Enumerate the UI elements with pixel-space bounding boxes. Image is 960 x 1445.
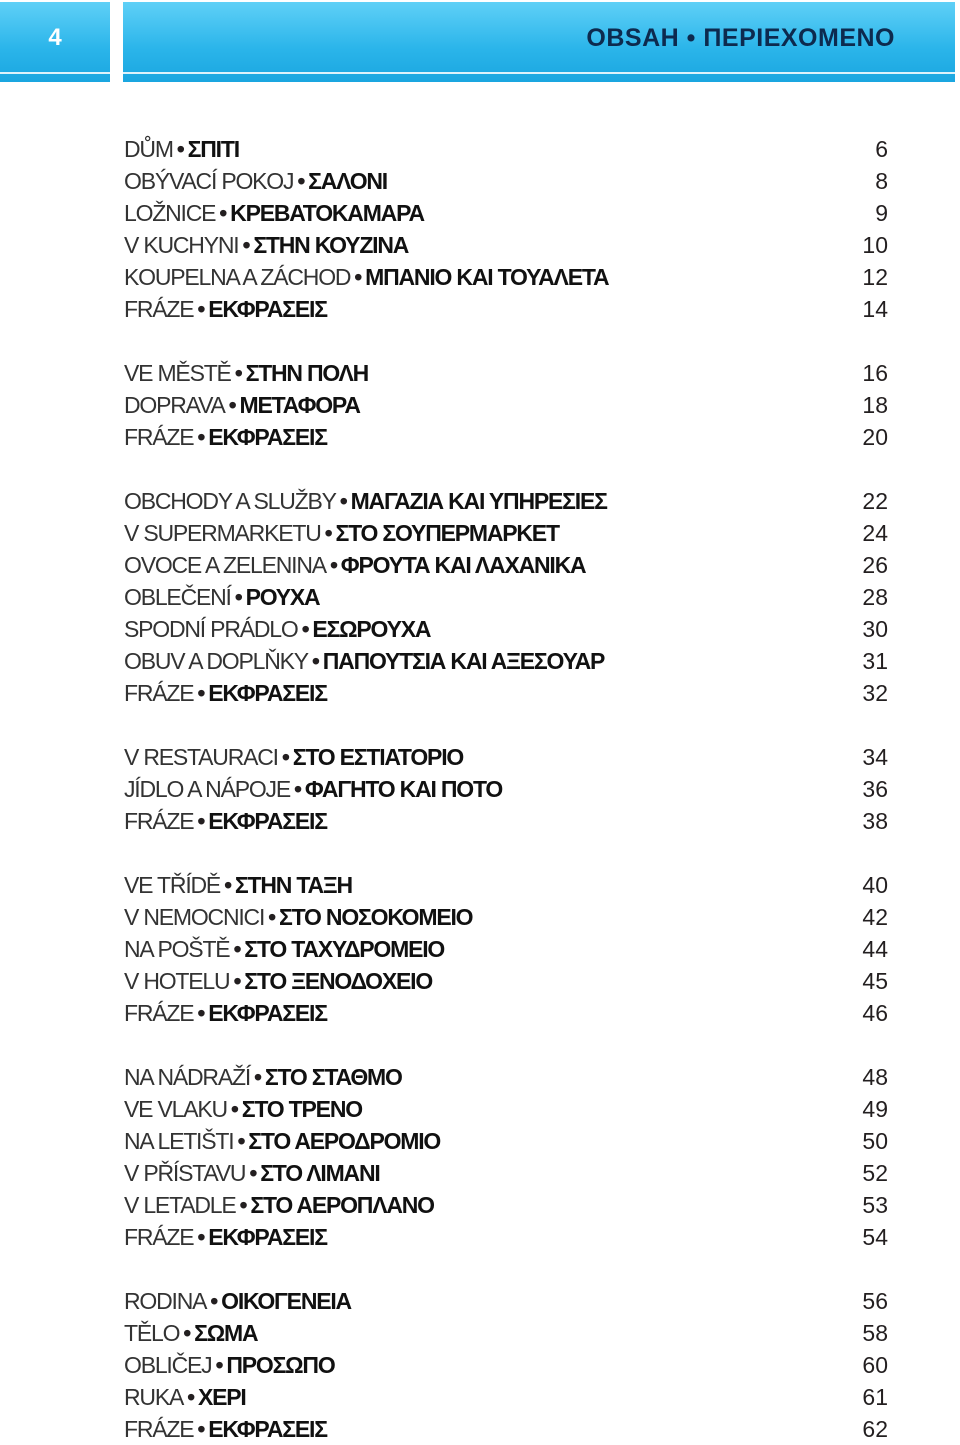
toc-entry bbox=[124, 933, 888, 965]
toc-separator: • bbox=[242, 232, 250, 258]
toc-entry-greek: ΜΕΤΑΦΟΡΑ bbox=[239, 392, 360, 418]
toc-entry bbox=[124, 293, 888, 325]
toc-entry-czech: JÍDLO A NÁPOJE bbox=[124, 776, 290, 802]
toc-entry-title bbox=[124, 869, 352, 901]
toc-entry-page: 49 bbox=[862, 1096, 888, 1122]
toc-entry-page: 20 bbox=[862, 424, 888, 450]
toc-separator: • bbox=[197, 296, 205, 322]
toc-entry bbox=[124, 997, 888, 1029]
toc-entry-page: 56 bbox=[862, 1288, 888, 1314]
toc-entry bbox=[124, 741, 888, 773]
toc-separator: • bbox=[224, 872, 231, 898]
toc-entry-page: 34 bbox=[862, 744, 888, 770]
toc-entry-greek: ΕΚΦΡΑΣΕΙΣ bbox=[208, 1224, 327, 1250]
toc-entry-page: 40 bbox=[862, 872, 888, 898]
toc-entry-page: 38 bbox=[862, 808, 888, 834]
toc-entry bbox=[124, 133, 888, 165]
toc-separator: • bbox=[324, 520, 332, 546]
toc-entry bbox=[124, 869, 888, 901]
toc-entry-czech: V KUCHYNI bbox=[124, 232, 239, 258]
toc-entry-czech: VE VLAKU bbox=[124, 1096, 227, 1122]
toc-entry-title bbox=[124, 229, 408, 261]
toc-entry-title bbox=[124, 997, 327, 1029]
toc-entry-page: 14 bbox=[862, 296, 888, 322]
toc-entry-greek: ΧΕΡΙ bbox=[197, 1384, 246, 1410]
toc-separator: • bbox=[234, 360, 242, 386]
toc-entry-greek: ΣΤΟ ΑΕΡΟΠΛΑΝΟ bbox=[250, 1192, 434, 1218]
toc-entry-greek: ΣΩΜΑ bbox=[194, 1320, 258, 1346]
toc-entry-page: 54 bbox=[862, 1224, 888, 1250]
toc-separator: • bbox=[230, 1096, 238, 1122]
toc-entry bbox=[124, 549, 888, 581]
toc-entry-greek: ΠΡΟΣΩΠΟ bbox=[226, 1352, 335, 1378]
toc-entry-czech: V LETADLE bbox=[124, 1192, 236, 1218]
toc-separator: • bbox=[197, 1416, 205, 1442]
header-bar bbox=[123, 2, 955, 82]
toc-entry-czech: VE TŘÍDĚ bbox=[124, 872, 221, 898]
toc-entry-czech: FRÁZE bbox=[124, 1224, 194, 1250]
toc-entry-czech: TĚLO bbox=[124, 1320, 180, 1346]
toc-entry-greek: ΕΚΦΡΑΣΕΙΣ bbox=[208, 1416, 327, 1442]
toc-entry-czech: V RESTAURACI bbox=[124, 744, 278, 770]
toc-entry-page: 60 bbox=[862, 1352, 888, 1378]
toc-entry-title bbox=[124, 805, 327, 837]
toc-entry bbox=[124, 645, 888, 677]
toc-entry-czech: RUKA bbox=[124, 1384, 184, 1410]
toc-separator: • bbox=[249, 1160, 257, 1186]
toc-entry-page: 16 bbox=[862, 360, 888, 386]
toc-entry-title bbox=[124, 773, 502, 805]
toc-entry-greek: ΣΤΟ ΝΟΣΟΚΟΜΕΙΟ bbox=[279, 904, 473, 930]
toc-entry bbox=[124, 1349, 888, 1381]
toc-entry-czech: OBCHODY A SLUŽBY bbox=[124, 488, 336, 514]
toc-entry bbox=[124, 357, 888, 389]
toc-entry-title bbox=[124, 1285, 351, 1317]
toc-entry-greek: ΣΑΛΟΝΙ bbox=[308, 168, 387, 194]
toc-entry-title bbox=[124, 261, 608, 293]
toc-entry bbox=[124, 421, 888, 453]
toc-separator: • bbox=[339, 488, 347, 514]
toc-entry-page: 48 bbox=[862, 1064, 888, 1090]
toc-entry-greek: ΚΡΕΒΑΤΟΚΑΜΑΡΑ bbox=[230, 200, 424, 226]
toc-entry bbox=[124, 1317, 888, 1349]
toc-entry bbox=[124, 229, 888, 261]
toc-entry-title bbox=[124, 645, 604, 677]
toc-entry-page: 52 bbox=[862, 1160, 888, 1186]
toc-entry-czech: NA LETIŠTI bbox=[124, 1128, 234, 1154]
toc-entry-czech: OVOCE A ZELENINA bbox=[124, 552, 326, 578]
toc-entry-czech: SPODNÍ PRÁDLO bbox=[124, 616, 298, 642]
page-title: OBSAH • ΠΕΡΙΕΧΟΜΕΝΟ bbox=[586, 24, 895, 52]
toc-entry-page: 26 bbox=[862, 552, 888, 578]
table-of-contents bbox=[124, 133, 888, 1445]
toc-entry-greek: ΠΑΠΟΥΤΣΙΑ ΚΑΙ ΑΞΕΣΟΥΑΡ bbox=[322, 648, 605, 674]
toc-separator: • bbox=[233, 968, 241, 994]
toc-separator: • bbox=[239, 1192, 247, 1218]
toc-separator: • bbox=[329, 552, 337, 578]
toc-entry-greek: ΕΣΩΡΟΥΧΑ bbox=[312, 616, 431, 642]
toc-entry-page: 8 bbox=[875, 168, 888, 194]
toc-entry-czech: V HOTELU bbox=[124, 968, 230, 994]
page-number-tab bbox=[0, 2, 110, 82]
toc-entry-czech: OBÝVACÍ POKOJ bbox=[124, 168, 294, 194]
toc-separator: • bbox=[311, 648, 319, 674]
toc-entry-title bbox=[124, 1125, 440, 1157]
toc-entry-title bbox=[124, 293, 327, 325]
toc-entry-title bbox=[124, 549, 585, 581]
toc-entry-czech: V PŘÍSTAVU bbox=[124, 1160, 246, 1186]
toc-entry bbox=[124, 389, 888, 421]
toc-entry-greek: ΦΑΓΗΤΟ ΚΑΙ ΠΟΤΟ bbox=[304, 776, 503, 802]
toc-separator: • bbox=[210, 1288, 218, 1314]
toc-entry-greek: ΕΚΦΡΑΣΕΙΣ bbox=[208, 680, 327, 706]
toc-entry-greek: ΜΠΑΝΙΟ ΚΑΙ ΤΟΥΑΛΕΤΑ bbox=[365, 264, 609, 290]
toc-separator: • bbox=[268, 904, 276, 930]
toc-entry-greek: ΟΙΚΟΓΕΝΕΙΑ bbox=[221, 1288, 351, 1314]
toc-entry-title bbox=[124, 165, 387, 197]
toc-entry-page: 18 bbox=[862, 392, 888, 418]
toc-entry-title bbox=[124, 421, 327, 453]
toc-entry-title bbox=[124, 1349, 335, 1381]
toc-entry-title bbox=[124, 741, 463, 773]
toc-separator: • bbox=[183, 1320, 191, 1346]
toc-entry-greek: ΕΚΦΡΑΣΕΙΣ bbox=[208, 424, 327, 450]
toc-entry bbox=[124, 261, 888, 293]
page-number: 4 bbox=[48, 24, 62, 51]
toc-separator: • bbox=[301, 616, 309, 642]
toc-entry-page: 22 bbox=[862, 488, 888, 514]
toc-separator: • bbox=[197, 424, 205, 450]
toc-separator: • bbox=[281, 744, 289, 770]
toc-entry-title bbox=[124, 485, 607, 517]
toc-entry bbox=[124, 1285, 888, 1317]
toc-separator: • bbox=[228, 392, 236, 418]
toc-separator: • bbox=[354, 264, 362, 290]
toc-entry-czech: FRÁZE bbox=[124, 424, 194, 450]
toc-entry-greek: ΦΡΟΥΤΑ ΚΑΙ ΛΑΧΑΝΙΚΑ bbox=[340, 552, 586, 578]
toc-entry bbox=[124, 1093, 888, 1125]
toc-separator: • bbox=[197, 680, 205, 706]
toc-entry-czech: FRÁZE bbox=[124, 1000, 194, 1026]
toc-entry-greek: ΣΤΟ ΕΣΤΙΑΤΟΡΙΟ bbox=[292, 744, 464, 770]
toc-entry bbox=[124, 805, 888, 837]
toc-entry-title bbox=[124, 1413, 327, 1445]
toc-entry-czech: RODINA bbox=[124, 1288, 207, 1314]
toc-entry-greek: ΕΚΦΡΑΣΕΙΣ bbox=[208, 296, 327, 322]
toc-entry-title bbox=[124, 677, 327, 709]
toc-entry-greek: ΣΤΗΝ ΠΟΛΗ bbox=[245, 360, 369, 386]
toc-entry-page: 53 bbox=[862, 1192, 888, 1218]
toc-entry-page: 42 bbox=[862, 904, 888, 930]
toc-entry bbox=[124, 613, 888, 645]
toc-entry bbox=[124, 1221, 888, 1253]
toc-entry bbox=[124, 1061, 888, 1093]
toc-entry-page: 58 bbox=[862, 1320, 888, 1346]
toc-entry-czech: DŮM bbox=[124, 136, 173, 162]
toc-entry-page: 31 bbox=[862, 648, 888, 674]
toc-entry-title bbox=[124, 517, 559, 549]
toc-entry-czech: KOUPELNA A ZÁCHOD bbox=[124, 264, 351, 290]
toc-entry-title bbox=[124, 965, 432, 997]
toc-entry-greek: ΜΑΓΑΖΙΑ ΚΑΙ ΥΠΗΡΕΣΙΕΣ bbox=[350, 488, 607, 514]
toc-separator: • bbox=[234, 584, 242, 610]
toc-entry-page: 50 bbox=[862, 1128, 888, 1154]
toc-entry-greek: ΣΤΗΝ ΤΑΞΗ bbox=[234, 872, 352, 898]
toc-entry-czech: FRÁZE bbox=[124, 296, 194, 322]
toc-separator: • bbox=[197, 808, 205, 834]
toc-entry-greek: ΣΤΟ ΛΙΜΑΝΙ bbox=[260, 1160, 380, 1186]
toc-entry-title bbox=[124, 1317, 257, 1349]
toc-entry-czech: VE MĚSTĚ bbox=[124, 360, 231, 386]
toc-separator: • bbox=[187, 1384, 194, 1410]
toc-entry-czech: FRÁZE bbox=[124, 680, 194, 706]
toc-separator: • bbox=[254, 1064, 261, 1090]
toc-entry-title bbox=[124, 1221, 327, 1253]
toc-entry bbox=[124, 517, 888, 549]
toc-entry-page: 32 bbox=[862, 680, 888, 706]
toc-entry-title bbox=[124, 389, 360, 421]
toc-entry-greek: ΣΤΟ ΣΟΥΠΕΡΜΑΡΚΕΤ bbox=[335, 520, 559, 546]
toc-entry-page: 9 bbox=[875, 200, 888, 226]
toc-entry-page: 44 bbox=[862, 936, 888, 962]
toc-entry bbox=[124, 485, 888, 517]
toc-entry bbox=[124, 1381, 888, 1413]
toc-entry-czech: FRÁZE bbox=[124, 1416, 194, 1442]
toc-entry-czech: OBLIČEJ bbox=[124, 1352, 212, 1378]
toc-entry-czech: DOPRAVA bbox=[124, 392, 225, 418]
toc-entry-title bbox=[124, 613, 430, 645]
toc-separator: • bbox=[197, 1000, 205, 1026]
toc-entry-greek: ΕΚΦΡΑΣΕΙΣ bbox=[208, 808, 327, 834]
toc-entry-page: 61 bbox=[862, 1384, 888, 1410]
toc-entry-page: 12 bbox=[862, 264, 888, 290]
toc-entry-czech: V SUPERMARKETU bbox=[124, 520, 321, 546]
toc-entry bbox=[124, 773, 888, 805]
toc-entry-greek: ΣΤΟ ΣΤΑΘΜΟ bbox=[264, 1064, 402, 1090]
toc-entry-title bbox=[124, 1093, 362, 1125]
toc-entry-page: 45 bbox=[862, 968, 888, 994]
toc-entry bbox=[124, 965, 888, 997]
toc-entry-page: 46 bbox=[862, 1000, 888, 1026]
toc-entry-page: 36 bbox=[862, 776, 888, 802]
toc-entry bbox=[124, 1157, 888, 1189]
toc-entry-greek: ΣΤΟ ΞΕΝΟΔΟΧΕΙΟ bbox=[244, 968, 433, 994]
toc-separator: • bbox=[237, 1128, 245, 1154]
toc-entry-page: 24 bbox=[862, 520, 888, 546]
toc-entry bbox=[124, 901, 888, 933]
toc-separator: • bbox=[294, 776, 301, 802]
header-stripe bbox=[0, 72, 110, 74]
toc-entry bbox=[124, 197, 888, 229]
toc-entry-czech: NA POŠTĚ bbox=[124, 936, 230, 962]
toc-separator: • bbox=[297, 168, 305, 194]
toc-entry-page: 6 bbox=[875, 136, 888, 162]
toc-entry-greek: ΕΚΦΡΑΣΕΙΣ bbox=[208, 1000, 327, 1026]
toc-entry-page: 62 bbox=[862, 1416, 888, 1442]
toc-separator: • bbox=[233, 936, 241, 962]
toc-entry-title bbox=[124, 1381, 246, 1413]
toc-entry bbox=[124, 1125, 888, 1157]
toc-separator: • bbox=[215, 1352, 223, 1378]
header-stripe bbox=[123, 72, 955, 74]
toc-entry-czech: OBLEČENÍ bbox=[124, 584, 231, 610]
toc-entry-title bbox=[124, 901, 472, 933]
toc-entry-czech: V NEMOCNICI bbox=[124, 904, 265, 930]
toc-entry-title bbox=[124, 581, 319, 613]
toc-entry-title bbox=[124, 1061, 402, 1093]
toc-entry-czech: FRÁZE bbox=[124, 808, 194, 834]
toc-entry-page: 28 bbox=[862, 584, 888, 610]
toc-entry bbox=[124, 581, 888, 613]
toc-separator: • bbox=[176, 136, 184, 162]
toc-entry-greek: ΣΠΙΤΙ bbox=[187, 136, 239, 162]
toc-entry bbox=[124, 1189, 888, 1221]
toc-entry-greek: ΡΟΥΧΑ bbox=[245, 584, 320, 610]
toc-entry-czech: LOŽNICE bbox=[124, 200, 216, 226]
toc-entry-greek: ΣΤΟ ΤΡΕΝΟ bbox=[241, 1096, 362, 1122]
toc-entry-title bbox=[124, 1189, 434, 1221]
toc-separator: • bbox=[219, 200, 227, 226]
toc-entry-title bbox=[124, 197, 424, 229]
toc-entry-czech: NA NÁDRAŽÍ bbox=[124, 1064, 251, 1090]
toc-entry-greek: ΣΤΟ ΤΑΧΥΔΡΟΜΕΙΟ bbox=[244, 936, 445, 962]
toc-entry-page: 10 bbox=[862, 232, 888, 258]
toc-entry-greek: ΣΤΗΝ ΚΟΥΖΙΝΑ bbox=[253, 232, 409, 258]
toc-entry bbox=[124, 1413, 888, 1445]
toc-entry bbox=[124, 677, 888, 709]
toc-entry-title bbox=[124, 133, 239, 165]
toc-entry-greek: ΣΤΟ ΑΕΡΟΔΡΟΜΙΟ bbox=[248, 1128, 441, 1154]
toc-entry-title bbox=[124, 1157, 380, 1189]
toc-entry-page: 30 bbox=[862, 616, 888, 642]
toc-entry-title bbox=[124, 933, 444, 965]
toc-separator: • bbox=[197, 1224, 205, 1250]
toc-entry-title bbox=[124, 357, 368, 389]
toc-entry-czech: OBUV A DOPLŇKY bbox=[124, 648, 308, 674]
toc-entry bbox=[124, 165, 888, 197]
